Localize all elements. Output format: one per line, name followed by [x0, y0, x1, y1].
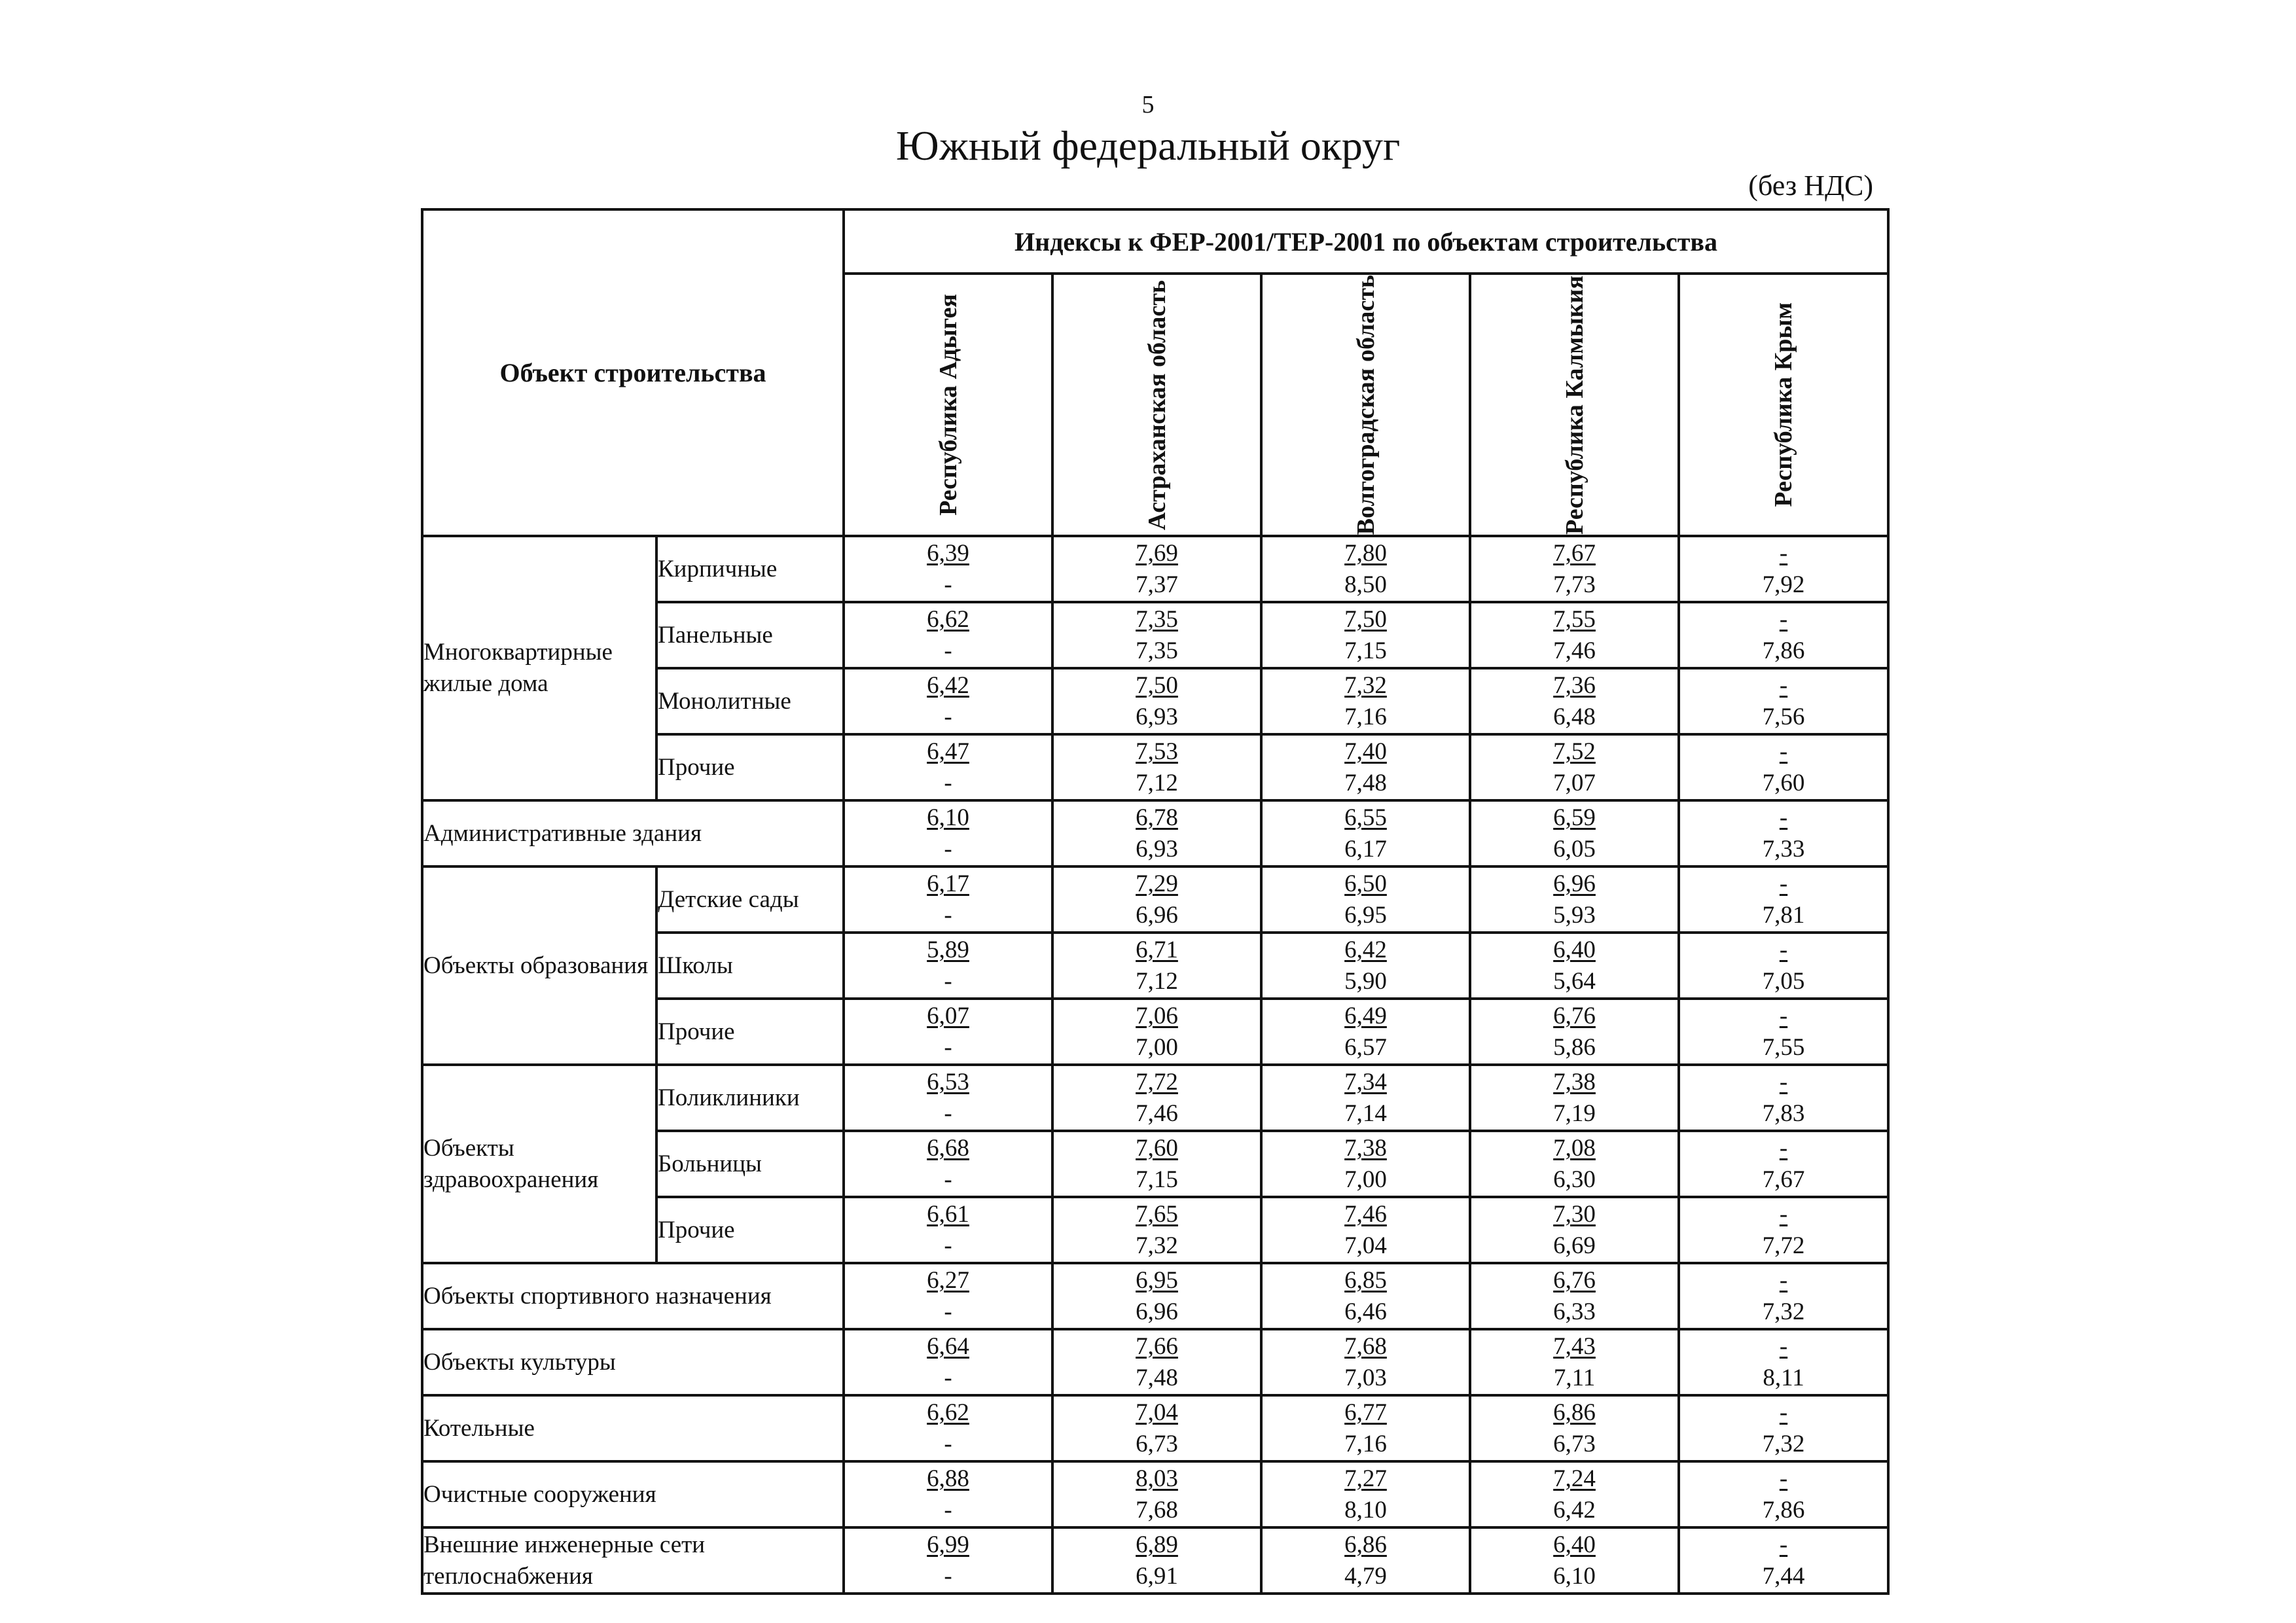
table-row	[422, 1461, 1888, 1527]
index-cell	[1470, 1131, 1679, 1197]
ter-index-value: 6,10	[1553, 1562, 1596, 1590]
index-cell	[1261, 668, 1470, 734]
ter-index-value: 4,79	[1344, 1562, 1387, 1590]
index-cell	[1052, 734, 1261, 800]
region-label: Республика Крым	[1770, 302, 1798, 507]
ter-index-value: 7,12	[1136, 769, 1178, 796]
fer-index-value: 7,29	[1136, 870, 1178, 897]
index-cell	[1052, 1527, 1261, 1594]
ter-index-value: 5,93	[1553, 901, 1596, 929]
fer-index-value: 5,89	[927, 936, 969, 963]
fer-index-value: 6,64	[927, 1332, 969, 1360]
fer-index-value: 6,53	[927, 1068, 969, 1096]
index-cell	[1679, 1527, 1888, 1594]
subtype-name: Прочие	[656, 1197, 844, 1263]
index-cell	[844, 1395, 1052, 1461]
ter-index-value: 7,19	[1553, 1099, 1596, 1127]
page-number: 5	[1141, 91, 1155, 118]
ter-index-value: 6,42	[1553, 1496, 1596, 1524]
index-cell	[1679, 866, 1888, 933]
ter-index-value: 7,05	[1762, 967, 1805, 995]
fer-index-value: -	[1779, 1332, 1788, 1360]
index-cell	[844, 1263, 1052, 1329]
ter-index-value: -	[944, 1232, 952, 1259]
ter-index-value: 6,30	[1553, 1166, 1596, 1193]
ter-index-value: 7,73	[1553, 571, 1596, 598]
table-row	[422, 1527, 1888, 1594]
fer-index-value: 6,49	[1344, 1002, 1387, 1029]
index-cell	[1679, 734, 1888, 800]
ter-index-value: -	[944, 1364, 952, 1391]
fer-index-value: -	[1779, 1068, 1788, 1096]
index-cell	[1052, 1197, 1261, 1263]
ter-index-value: 7,04	[1344, 1232, 1387, 1259]
ter-index-value: 7,72	[1762, 1232, 1805, 1259]
subtype-name: Панельные	[656, 602, 844, 668]
fer-index-value: 6,50	[1344, 870, 1387, 897]
ter-index-value: 7,16	[1344, 1430, 1387, 1457]
index-cell	[1261, 1527, 1470, 1594]
fer-index-value: -	[1779, 1399, 1788, 1426]
fer-index-value: 7,50	[1344, 605, 1387, 633]
fer-index-value: -	[1779, 1465, 1788, 1492]
object-name: Внешние инженерные сети теплоснабжения	[422, 1527, 844, 1594]
index-cell	[1679, 1197, 1888, 1263]
ter-index-value: 8,10	[1344, 1496, 1387, 1524]
ter-index-value: -	[944, 769, 952, 796]
index-cell	[1261, 1065, 1470, 1131]
index-cell	[1052, 800, 1261, 866]
index-cell	[1470, 536, 1679, 602]
fer-index-value: 6,40	[1553, 1531, 1596, 1558]
ter-index-value: -	[944, 967, 952, 995]
index-cell	[844, 866, 1052, 933]
fer-index-value: 7,30	[1553, 1200, 1596, 1228]
ter-index-value: -	[944, 1166, 952, 1193]
fer-index-value: 6,62	[927, 605, 969, 633]
fer-index-value: 7,46	[1344, 1200, 1387, 1228]
ter-index-value: 7,32	[1136, 1232, 1178, 1259]
ter-index-value: 7,35	[1136, 637, 1178, 664]
index-cell	[1470, 734, 1679, 800]
ter-index-value: 7,83	[1762, 1099, 1805, 1127]
table-row	[422, 1065, 1888, 1131]
ter-index-value: 7,03	[1344, 1364, 1387, 1391]
fer-index-value: 7,80	[1344, 539, 1387, 567]
index-cell	[1679, 1461, 1888, 1527]
index-cell	[1261, 999, 1470, 1065]
object-name: Котельные	[422, 1395, 844, 1461]
index-cell	[844, 1065, 1052, 1131]
index-cell	[1261, 933, 1470, 999]
ter-index-value: 6,93	[1136, 703, 1178, 730]
region-header	[1470, 274, 1679, 536]
group-name: Объекты здравоохранения	[422, 1065, 656, 1263]
fer-index-value: 6,76	[1553, 1266, 1596, 1294]
ter-index-value: 7,11	[1553, 1364, 1596, 1391]
fer-index-value: 6,55	[1344, 804, 1387, 831]
object-name: Очистные сооружения	[422, 1461, 844, 1527]
index-cell	[1261, 1197, 1470, 1263]
index-cell	[1470, 1527, 1679, 1594]
fer-index-value: 6,99	[927, 1531, 969, 1558]
index-cell	[844, 1131, 1052, 1197]
index-cell	[1052, 1329, 1261, 1395]
object-name: Объекты спортивного назначения	[422, 1263, 844, 1329]
index-cell	[1679, 1395, 1888, 1461]
index-cell	[1261, 1131, 1470, 1197]
index-cell	[1052, 1263, 1261, 1329]
index-cell	[1679, 999, 1888, 1065]
index-cell	[1470, 602, 1679, 668]
fer-index-value: 7,24	[1553, 1465, 1596, 1492]
index-cell	[1679, 800, 1888, 866]
index-cell	[1261, 800, 1470, 866]
ter-index-value: 7,44	[1762, 1562, 1805, 1590]
index-cell	[1470, 1263, 1679, 1329]
table-row	[422, 800, 1888, 866]
ter-index-value: 6,95	[1344, 901, 1387, 929]
ter-index-value: 6,73	[1136, 1430, 1178, 1457]
ter-index-value: -	[944, 1562, 952, 1590]
fer-index-value: -	[1779, 1134, 1788, 1162]
index-cell	[1470, 1065, 1679, 1131]
ter-index-value: 6,73	[1553, 1430, 1596, 1457]
index-cell	[1261, 602, 1470, 668]
fer-index-value: 6,68	[927, 1134, 969, 1162]
object-header: Объект строительства	[422, 209, 844, 536]
index-cell	[1679, 1065, 1888, 1131]
table-row	[422, 1329, 1888, 1395]
ter-index-value: 7,86	[1762, 1496, 1805, 1524]
fer-index-value: -	[1779, 605, 1788, 633]
fer-index-value: 6,10	[927, 804, 969, 831]
fer-index-value: 7,36	[1553, 671, 1596, 699]
ter-index-value: -	[944, 1099, 952, 1127]
ter-index-value: 7,68	[1136, 1496, 1178, 1524]
ter-index-value: 7,56	[1762, 703, 1805, 730]
fer-index-value: 6,78	[1136, 804, 1178, 831]
index-cell	[1470, 999, 1679, 1065]
ter-index-value: 6,93	[1136, 835, 1178, 863]
ter-index-value: 7,32	[1762, 1430, 1805, 1457]
index-cell	[1261, 1329, 1470, 1395]
ter-index-value: 6,96	[1136, 1298, 1178, 1325]
ter-index-value: 7,33	[1762, 835, 1805, 863]
fer-index-value: -	[1779, 870, 1788, 897]
index-cell	[1470, 1461, 1679, 1527]
group-name: Многоквартирные жилые дома	[422, 536, 656, 800]
index-cell	[1470, 866, 1679, 933]
fer-index-value: 7,50	[1136, 671, 1178, 699]
ter-index-value: 7,48	[1136, 1364, 1178, 1391]
fer-index-value: 7,65	[1136, 1200, 1178, 1228]
fer-index-value: -	[1779, 1531, 1788, 1558]
subtype-name: Поликлиники	[656, 1065, 844, 1131]
fer-index-value: 6,07	[927, 1002, 969, 1029]
fer-index-value: 7,34	[1344, 1068, 1387, 1096]
subtype-name: Прочие	[656, 734, 844, 800]
object-name: Административные здания	[422, 800, 844, 866]
index-cell	[1052, 1065, 1261, 1131]
ter-index-value: 7,46	[1136, 1099, 1178, 1127]
fer-index-value: 6,95	[1136, 1266, 1178, 1294]
index-cell	[844, 1527, 1052, 1594]
index-cell	[1052, 668, 1261, 734]
ter-index-value: 7,16	[1344, 703, 1387, 730]
ter-index-value: 7,48	[1344, 769, 1387, 796]
fer-index-value: 7,32	[1344, 671, 1387, 699]
ter-index-value: 5,64	[1553, 967, 1596, 995]
fer-index-value: -	[1779, 1200, 1788, 1228]
index-cell	[1470, 668, 1679, 734]
index-cell	[844, 999, 1052, 1065]
index-cell	[1470, 933, 1679, 999]
index-cell	[844, 800, 1052, 866]
index-cell	[844, 1197, 1052, 1263]
fer-index-value: -	[1779, 738, 1788, 765]
fer-index-value: 6,88	[927, 1465, 969, 1492]
indices-table	[421, 208, 1890, 1595]
region-header	[844, 274, 1052, 536]
ter-index-value: 6,96	[1136, 901, 1178, 929]
fer-index-value: 7,35	[1136, 605, 1178, 633]
fer-index-value: 7,55	[1553, 605, 1596, 633]
index-cell	[844, 602, 1052, 668]
ter-index-value: 7,92	[1762, 571, 1805, 598]
index-cell	[1261, 734, 1470, 800]
index-cell	[1052, 999, 1261, 1065]
subtype-name: Детские сады	[656, 866, 844, 933]
ter-index-value: 7,15	[1136, 1166, 1178, 1193]
fer-index-value: 7,27	[1344, 1465, 1387, 1492]
index-cell	[1052, 602, 1261, 668]
fer-index-value: -	[1779, 804, 1788, 831]
region-label: Астраханская область	[1143, 279, 1171, 530]
fer-index-value: 7,06	[1136, 1002, 1178, 1029]
indices-header: Индексы к ФЕР-2001/ТЕР-2001 по объектам строительства	[844, 209, 1888, 274]
subtype-name: Больницы	[656, 1131, 844, 1197]
ter-index-value: 7,81	[1762, 901, 1805, 929]
fer-index-value: 6,39	[927, 539, 969, 567]
ter-index-value: 6,17	[1344, 835, 1387, 863]
region-label: Волгоградская область	[1352, 275, 1380, 535]
fer-index-value: 7,72	[1136, 1068, 1178, 1096]
subtype-name: Монолитные	[656, 668, 844, 734]
ter-index-value: 5,86	[1553, 1033, 1596, 1061]
fer-index-value: 6,62	[927, 1399, 969, 1426]
subtype-name: Кирпичные	[656, 536, 844, 602]
index-cell	[844, 536, 1052, 602]
index-cell	[1261, 1395, 1470, 1461]
region-label: Республика Калмыкия	[1560, 275, 1588, 535]
fer-index-value: -	[1779, 539, 1788, 567]
subtype-name: Прочие	[656, 999, 844, 1065]
fer-index-value: -	[1779, 671, 1788, 699]
fer-index-value: 6,61	[927, 1200, 969, 1228]
ter-index-value: 6,05	[1553, 835, 1596, 863]
index-cell	[1470, 1329, 1679, 1395]
ter-index-value: -	[944, 1298, 952, 1325]
fer-index-value: -	[1779, 1002, 1788, 1029]
fer-index-value: 7,69	[1136, 539, 1178, 567]
index-cell	[1679, 933, 1888, 999]
fer-index-value: 6,77	[1344, 1399, 1387, 1426]
ter-index-value: 7,00	[1136, 1033, 1178, 1061]
index-cell	[1261, 866, 1470, 933]
index-cell	[1052, 1131, 1261, 1197]
fer-index-value: 7,52	[1553, 738, 1596, 765]
table-row	[422, 866, 1888, 933]
fer-index-value: -	[1779, 936, 1788, 963]
object-name: Объекты культуры	[422, 1329, 844, 1395]
fer-index-value: 6,40	[1553, 936, 1596, 963]
index-cell	[1052, 933, 1261, 999]
index-cell	[1679, 1329, 1888, 1395]
fer-index-value: 7,40	[1344, 738, 1387, 765]
index-cell	[844, 1329, 1052, 1395]
ter-index-value: -	[944, 637, 952, 664]
fer-index-value: 7,38	[1344, 1134, 1387, 1162]
index-cell	[1470, 1197, 1679, 1263]
ter-index-value: 6,69	[1553, 1232, 1596, 1259]
index-cell	[1052, 1461, 1261, 1527]
ter-index-value: 6,48	[1553, 703, 1596, 730]
ter-index-value: -	[944, 1430, 952, 1457]
vat-note: (без НДС)	[1748, 169, 1873, 202]
fer-index-value: 6,59	[1553, 804, 1596, 831]
index-cell	[1261, 536, 1470, 602]
fer-index-value: 7,43	[1553, 1332, 1596, 1360]
fer-index-value: 7,68	[1344, 1332, 1387, 1360]
index-cell	[844, 1461, 1052, 1527]
fer-index-value: 6,89	[1136, 1531, 1178, 1558]
ter-index-value: 7,14	[1344, 1099, 1387, 1127]
fer-index-value: 6,47	[927, 738, 969, 765]
fer-index-value: 6,76	[1553, 1002, 1596, 1029]
group-name: Объекты образования	[422, 866, 656, 1065]
fer-index-value: 6,71	[1136, 936, 1178, 963]
index-cell	[844, 734, 1052, 800]
fer-index-value: -	[1779, 1266, 1788, 1294]
index-cell	[1052, 536, 1261, 602]
ter-index-value: -	[944, 1496, 952, 1524]
region-header	[1261, 274, 1470, 536]
ter-index-value: 6,57	[1344, 1033, 1387, 1061]
fer-index-value: 8,03	[1136, 1465, 1178, 1492]
index-cell	[1470, 800, 1679, 866]
fer-index-value: 6,96	[1553, 870, 1596, 897]
page-title: Южный федеральный округ	[895, 122, 1401, 169]
fer-index-value: 7,04	[1136, 1399, 1178, 1426]
ter-index-value: -	[944, 1033, 952, 1061]
fer-index-value: 7,66	[1136, 1332, 1178, 1360]
ter-index-value: -	[944, 571, 952, 598]
fer-index-value: 7,60	[1136, 1134, 1178, 1162]
ter-index-value: 6,46	[1344, 1298, 1387, 1325]
index-cell	[1052, 1395, 1261, 1461]
fer-index-value: 6,85	[1344, 1266, 1387, 1294]
fer-index-value: 6,86	[1344, 1531, 1387, 1558]
fer-index-value: 7,53	[1136, 738, 1178, 765]
index-cell	[1261, 1461, 1470, 1527]
ter-index-value: 7,15	[1344, 637, 1387, 664]
region-label: Республика Адыгея	[934, 294, 962, 516]
fer-index-value: 6,42	[1344, 936, 1387, 963]
index-cell	[1470, 1395, 1679, 1461]
ter-index-value: 7,37	[1136, 571, 1178, 598]
fer-index-value: 7,08	[1553, 1134, 1596, 1162]
ter-index-value: 6,91	[1136, 1562, 1178, 1590]
ter-index-value: 6,33	[1553, 1298, 1596, 1325]
table-row	[422, 1395, 1888, 1461]
index-cell	[1261, 1263, 1470, 1329]
ter-index-value: -	[944, 703, 952, 730]
ter-index-value: 7,67	[1762, 1166, 1805, 1193]
region-header	[1052, 274, 1261, 536]
ter-index-value: 8,50	[1344, 571, 1387, 598]
ter-index-value: 5,90	[1344, 967, 1387, 995]
fer-index-value: 6,17	[927, 870, 969, 897]
fer-index-value: 7,38	[1553, 1068, 1596, 1096]
ter-index-value: 7,07	[1553, 769, 1596, 796]
index-cell	[1679, 1131, 1888, 1197]
table-row	[422, 1263, 1888, 1329]
index-cell	[1679, 668, 1888, 734]
index-cell	[844, 668, 1052, 734]
ter-index-value: 7,00	[1344, 1166, 1387, 1193]
ter-index-value: 7,86	[1762, 637, 1805, 664]
index-cell	[1052, 866, 1261, 933]
fer-index-value: 6,27	[927, 1266, 969, 1294]
region-header	[1679, 274, 1888, 536]
ter-index-value: 8,11	[1763, 1364, 1804, 1391]
fer-index-value: 7,67	[1553, 539, 1596, 567]
index-cell	[1679, 602, 1888, 668]
index-cell	[1679, 536, 1888, 602]
ter-index-value: 7,60	[1762, 769, 1805, 796]
fer-index-value: 6,42	[927, 671, 969, 699]
subtype-name: Школы	[656, 933, 844, 999]
ter-index-value: -	[944, 835, 952, 863]
ter-index-value: 7,32	[1762, 1298, 1805, 1325]
table-row	[422, 536, 1888, 602]
ter-index-value: 7,55	[1762, 1033, 1805, 1061]
ter-index-value: 7,12	[1136, 967, 1178, 995]
fer-index-value: 6,86	[1553, 1399, 1596, 1426]
ter-index-value: -	[944, 901, 952, 929]
index-cell	[844, 933, 1052, 999]
ter-index-value: 7,46	[1553, 637, 1596, 664]
index-cell	[1679, 1263, 1888, 1329]
